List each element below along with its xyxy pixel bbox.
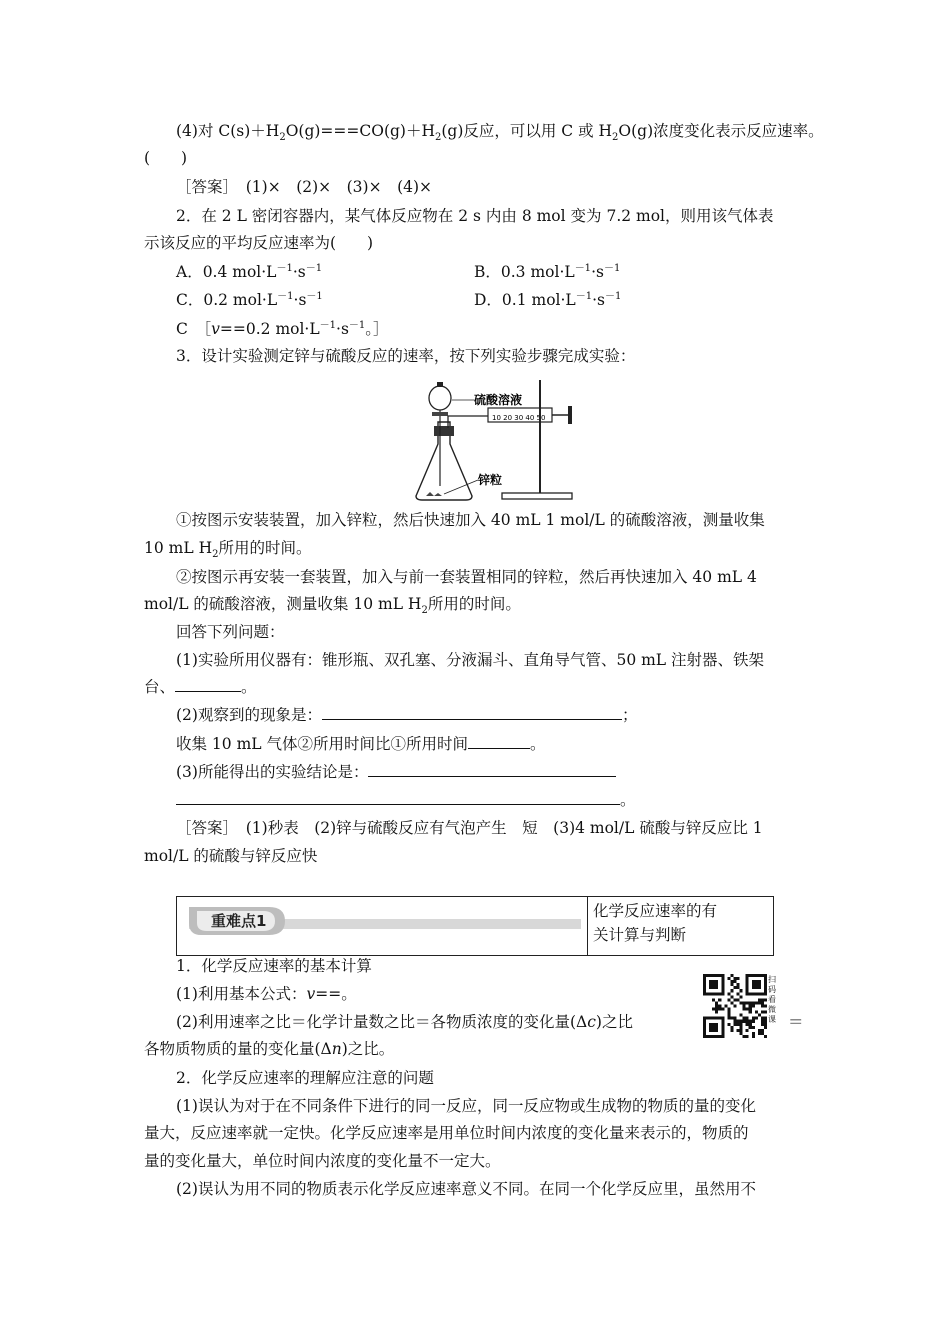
- formula-2-line2: 各物质物质的量的变化量(Δn)之比。: [144, 1040, 395, 1058]
- option-b: B．0.3 $mol\cdot L^{-1}\cdot s^{-1}$: [474, 262, 621, 281]
- blank-5[interactable]: [176, 790, 620, 805]
- question-3-answer-line2: mol/L 的硫酸与锌反应快: [144, 847, 318, 865]
- section-title: 化学反应速率的有 关计算与判断: [593, 902, 718, 944]
- syringe-scale: 10 20 30 40 50: [492, 414, 546, 422]
- apparatus-figure: [404, 376, 580, 504]
- heading-basic-calculation: 1．化学反应速率的基本计算: [176, 957, 372, 975]
- note-1-line3: 量的变化量大，单位时间内浓度的变化量不一定大。: [144, 1152, 501, 1170]
- separatory-funnel-icon: [429, 386, 451, 410]
- question-4-statement: (4)对 $C(s)+H_2O(g)===CO(g)+H_2(g)$反应，可以用 C 或 $H_2O(g)$浓度变化表示反应速率。: [176, 122, 824, 144]
- blank-3[interactable]: [468, 734, 530, 749]
- part-3-line2: 。: [176, 790, 636, 810]
- step-2-line1: ②按图示再安装一套装置，加入与前一套装置相同的锌粒，然后再快速加入 40 mL 4: [176, 568, 757, 586]
- part-2-line2: 收集 10 mL 气体②所用时间比①所用时间 。: [176, 735, 546, 753]
- question-4-paren: ( ): [144, 149, 188, 167]
- part-3-line1: (3)所能得出的实验结论是：: [176, 762, 616, 782]
- question-3-answer-line1: ［答案］ (1)秒表 (2)锌与硫酸反应有气泡产生 短 (3)4 mol/L 硫酸与锌反应比 1: [176, 819, 763, 837]
- note-1-line1: (1)误认为对于在不同条件下进行的同一反应，同一反应物或生成物的物质的量的变化: [176, 1097, 756, 1115]
- part-1-line1: (1)实验所用仪器有：锥形瓶、双孔塞、分液漏斗、直角导气管、50 mL 注射器、铁架: [176, 651, 765, 669]
- formula-1: (1)利用基本公式：v==。: [176, 985, 357, 1003]
- section-header-box: [176, 896, 774, 956]
- step-2-line2: mol/L 的硫酸溶液，测量收集 10 mL $H_2$所用的时间。: [144, 595, 521, 617]
- zinc-granules-icon: [426, 492, 442, 496]
- question-2-line1: 2．在 2 L 密闭容器内，某气体反应物在 2 s 内由 8 mol 变为 7.2 mol，则用该气体表: [176, 207, 774, 225]
- blank-1[interactable]: [175, 677, 241, 692]
- answer-prompt: 回答下列问题：: [176, 623, 285, 641]
- label-zinc: 锌粒: [478, 473, 503, 487]
- question-3-intro: 3．设计实验测定锌与硫酸反应的速率，按下列实验步骤完成实验：: [176, 347, 636, 365]
- formula-2: (2)利用速率之比＝化学计量数之比＝各物质浓度的变化量(Δc)之比: [176, 1013, 633, 1031]
- part-2-line1: (2)观察到的现象是： ；: [176, 706, 638, 724]
- note-1-line2: 量大，反应速率就一定快。化学反应速率是用单位时间内浓度的变化量来表示的，物质的: [144, 1124, 749, 1142]
- part-1-line2: 台、 。: [144, 678, 257, 696]
- answer-part-1: ［答案］ (1)× (2)× (3)× (4)×: [176, 178, 433, 196]
- step-1-line2: 10 mL $H_2$所用的时间。: [144, 539, 312, 561]
- formula-2-equals: ＝: [788, 1013, 804, 1031]
- stopper-icon: [434, 426, 454, 436]
- option-c: C．0.2 $mol\cdot L^{-1}\cdot s^{-1}$: [176, 290, 323, 309]
- section-banner-label: 重难点1: [211, 912, 267, 930]
- note-2-line1: (2)误认为用不同的物质表示化学反应速率意义不同。在同一个化学反应里，虽然用不: [176, 1180, 756, 1198]
- question-2-answer: C ［v==0.2 $mol\cdot L^{-1}\cdot s^{-1}$。］: [176, 319, 389, 338]
- qr-caption: 扫码看微课: [768, 975, 776, 1024]
- section-banner: [189, 905, 581, 935]
- step-1-line1: ①按图示安装装置，加入锌粒，然后快速加入 40 mL 1 mol/L 的硫酸溶液，测量收集: [176, 511, 765, 529]
- option-d: D．0.1 $mol\cdot L^{-1}\cdot s^{-1}$: [474, 290, 622, 309]
- heading-notes: 2．化学反应速率的理解应注意的问题: [176, 1069, 434, 1087]
- qr-code-icon[interactable]: [703, 974, 767, 1038]
- blank-4[interactable]: [368, 762, 616, 777]
- label-acid: 硫酸溶液: [474, 393, 523, 407]
- option-a: A．0.4 $mol\cdot L^{-1}\cdot s^{-1}$: [176, 262, 323, 281]
- blank-2[interactable]: [322, 705, 622, 720]
- question-2-line2: 示该反应的平均反应速率为( ): [144, 234, 374, 252]
